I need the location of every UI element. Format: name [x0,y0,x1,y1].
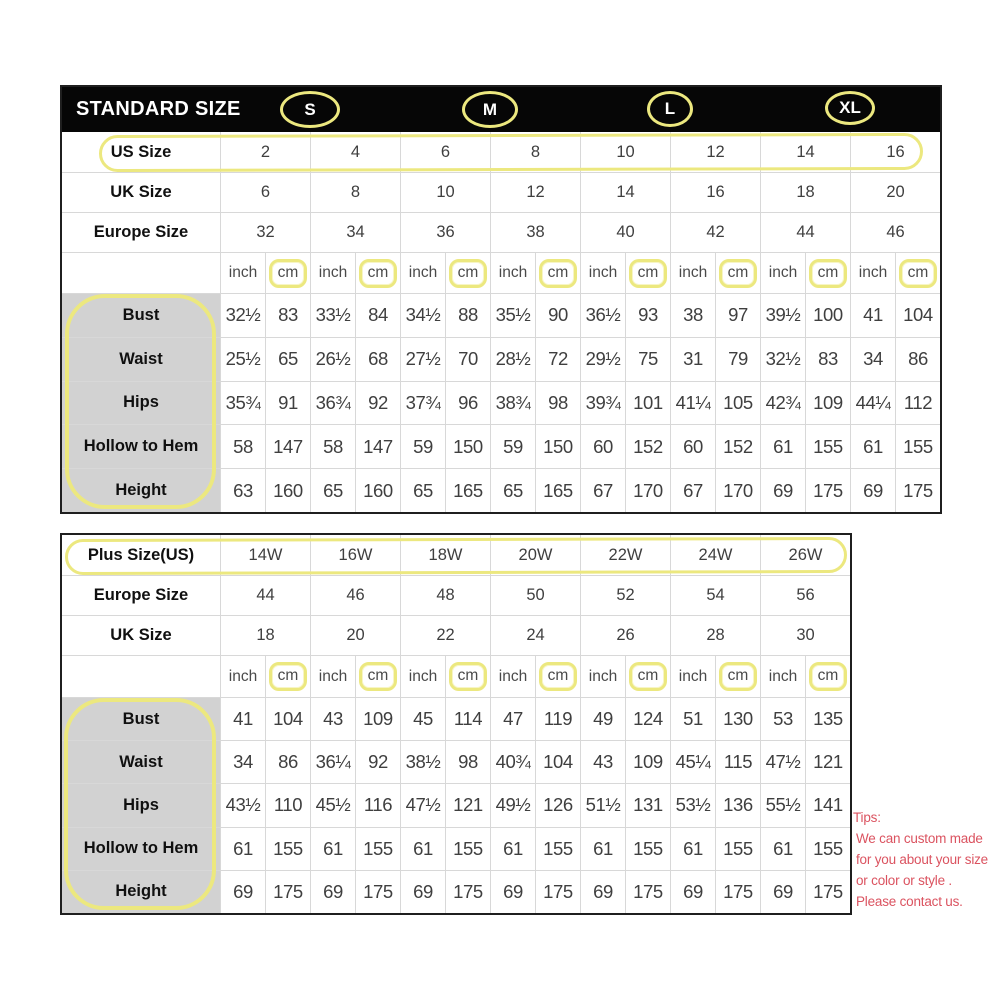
measurement-value-cell: 69 [400,871,445,913]
size-value-cell: 12 [670,132,760,172]
row-label-us-size: US Size [110,142,172,161]
size-value-cell: 44 [220,576,310,615]
measurement-value-cell: 155 [895,425,940,468]
measurement-value-cell: 55½ [760,784,805,826]
measurement-value-cell: 105 [715,382,760,425]
standard-size-title: STANDARD SIZE [76,98,241,120]
cm-highlight-box: cm [449,662,488,691]
measurement-value-cell: 91 [265,382,310,425]
measurement-value-cell: 126 [535,784,580,826]
inch-unit-cell: inch [490,656,535,697]
measurement-value-cell: 61 [760,425,805,468]
size-value-cell: 14W [220,535,310,575]
size-value-cell: 36 [400,213,490,252]
size-value-cell: 42 [670,213,760,252]
measurement-value-cell: 119 [535,698,580,740]
cm-unit-cell [895,253,940,293]
measurement-value-cell: 45 [400,698,445,740]
inch-unit-cell: inch [670,253,715,293]
unit-row-spacer [62,656,220,697]
measurement-value-cell: 135 [805,698,850,740]
size-value-cell: 8 [490,132,580,172]
tips-heading: Tips: [853,810,881,825]
size-value-cell: 6 [220,173,310,212]
row-label-bust: Bust [62,294,220,337]
row-label-hips: Hips [62,382,220,425]
measurement-value-cell: 58 [310,425,355,468]
measurement-value-cell: 32½ [760,338,805,381]
measurement-value-cell: 43½ [220,784,265,826]
measurement-value-cell: 121 [445,784,490,826]
size-row-europe-size [62,575,850,615]
size-value-cell: 22W [580,535,670,575]
measurement-value-cell: 175 [445,871,490,913]
size-l-circle-annotation [647,91,693,127]
measurement-value-cell: 97 [715,294,760,337]
measurement-value-cell: 86 [895,338,940,381]
size-value-cell: 46 [850,213,940,252]
measurement-value-cell: 175 [265,871,310,913]
measurement-value-cell: 61 [310,828,355,870]
measurement-value-cell: 152 [625,425,670,468]
size-value-cell: 2 [220,132,310,172]
size-value-cell: 8 [310,173,400,212]
measurement-value-cell: 67 [580,469,625,512]
size-value-cell: 26 [580,616,670,655]
measurement-value-cell: 83 [805,338,850,381]
measurement-value-cell: 175 [355,871,400,913]
size-value-cell: 24 [490,616,580,655]
measurement-value-cell: 65 [310,469,355,512]
measurement-value-cell: 69 [760,469,805,512]
inch-unit-cell: inch [310,253,355,293]
measurement-value-cell: 136 [715,784,760,826]
measurement-value-cell: 112 [895,382,940,425]
measurement-value-cell: 175 [535,871,580,913]
measurement-value-cell: 68 [355,338,400,381]
measurement-value-cell: 152 [715,425,760,468]
measurement-value-cell: 155 [715,828,760,870]
measurement-value-cell: 93 [625,294,670,337]
inch-unit-cell: inch [580,656,625,697]
inch-unit-cell: inch [670,656,715,697]
cm-unit-cell [535,656,580,697]
measurement-value-cell: 170 [625,469,670,512]
measurement-value-cell: 155 [265,828,310,870]
measurement-value-cell: 38 [670,294,715,337]
row-label-waist: Waist [62,741,220,783]
measurement-value-cell: 83 [265,294,310,337]
plus-table-body [62,535,850,913]
size-value-cell: 20 [850,173,940,212]
tips-line: for you about your size [856,852,988,867]
measurement-value-cell: 116 [355,784,400,826]
plus-size-table [60,533,852,915]
measurement-value-cell: 175 [715,871,760,913]
measurement-value-cell: 175 [895,469,940,512]
size-value-cell: 24W [670,535,760,575]
measurement-value-cell: 104 [265,698,310,740]
cm-highlight-box: cm [629,662,668,691]
measurement-value-cell: 53½ [670,784,715,826]
inch-unit-cell: inch [400,656,445,697]
measurement-value-cell: 104 [895,294,940,337]
measurement-value-cell: 44¼ [850,382,895,425]
measurement-value-cell: 155 [805,425,850,468]
standard-size-table [60,85,942,514]
size-value-cell: 10 [580,132,670,172]
measurement-value-cell: 34 [850,338,895,381]
size-m-circle-annotation [462,91,518,128]
inch-unit-cell: inch [490,253,535,293]
measurement-value-cell: 72 [535,338,580,381]
measurement-value-cell: 36¾ [310,382,355,425]
measurement-value-cell: 114 [445,698,490,740]
measurement-value-cell: 41 [220,698,265,740]
cm-unit-cell [625,253,670,293]
measurement-value-cell: 155 [805,828,850,870]
measurement-row-bust [62,697,850,740]
measurement-value-cell: 69 [580,871,625,913]
measurement-value-cell: 61 [580,828,625,870]
cm-highlight-box: cm [719,259,758,288]
inch-unit-cell: inch [760,253,805,293]
measurement-value-cell: 141 [805,784,850,826]
measurement-value-cell: 26½ [310,338,355,381]
measurement-value-cell: 49½ [490,784,535,826]
size-s-circle-annotation [280,91,340,128]
row-label-bust: Bust [62,698,220,740]
measurement-value-cell: 69 [490,871,535,913]
measurement-value-cell: 34½ [400,294,445,337]
size-row-uk-size [62,172,940,212]
cm-highlight-box: cm [899,259,938,288]
measurement-row-bust [62,293,940,337]
size-row-europe-size [62,212,940,252]
measurement-value-cell: 61 [220,828,265,870]
size-value-cell: 44 [760,213,850,252]
measurement-value-cell: 69 [670,871,715,913]
measurement-value-cell: 160 [265,469,310,512]
cm-unit-cell [535,253,580,293]
size-value-cell: 16 [670,173,760,212]
measurement-value-cell: 79 [715,338,760,381]
measurement-row-waist [62,337,940,381]
cm-highlight-box: cm [629,259,668,288]
inch-unit-cell: inch [850,253,895,293]
cm-unit-cell [265,656,310,697]
measurement-value-cell: 147 [265,425,310,468]
cm-unit-cell [445,253,490,293]
cm-highlight-box: cm [809,259,848,288]
measurement-value-cell: 101 [625,382,670,425]
standard-table-body [62,132,940,512]
cm-unit-cell [445,656,490,697]
tips-line: We can custom made [856,831,983,846]
measurement-value-cell: 109 [355,698,400,740]
tips-line: Please contact us. [856,894,963,909]
measurement-value-cell: 45½ [310,784,355,826]
measurement-value-cell: 165 [535,469,580,512]
measurement-value-cell: 109 [625,741,670,783]
unit-row-spacer [62,253,220,293]
size-s-label: S [304,99,316,119]
measurement-value-cell: 51 [670,698,715,740]
measurement-value-cell: 109 [805,382,850,425]
cm-unit-cell [805,253,850,293]
measurement-value-cell: 43 [310,698,355,740]
inch-unit-cell: inch [580,253,625,293]
measurement-value-cell: 51½ [580,784,625,826]
measurement-value-cell: 59 [400,425,445,468]
cm-highlight-box: cm [539,259,578,288]
measurement-value-cell: 60 [580,425,625,468]
size-value-cell: 50 [490,576,580,615]
measurement-value-cell: 37¾ [400,382,445,425]
measurement-value-cell: 59 [490,425,535,468]
measurement-value-cell: 69 [310,871,355,913]
measurement-value-cell: 32½ [220,294,265,337]
measurement-value-cell: 147 [355,425,400,468]
size-value-cell: 18W [400,535,490,575]
measurement-row-hips [62,381,940,425]
measurement-value-cell: 34 [220,741,265,783]
size-value-cell: 18 [760,173,850,212]
row-label-uk-size: UK Size [110,183,172,201]
measurement-value-cell: 115 [715,741,760,783]
measurement-row-hips [62,783,850,826]
measurement-value-cell: 39¾ [580,382,625,425]
measurement-value-cell: 38½ [400,741,445,783]
unit-header-row [62,655,850,697]
cm-highlight-box: cm [719,662,758,691]
cm-unit-cell [715,253,760,293]
measurement-value-cell: 53 [760,698,805,740]
measurement-value-cell: 36½ [580,294,625,337]
size-value-cell: 16 [850,132,940,172]
measurement-value-cell: 47 [490,698,535,740]
measurement-value-cell: 27½ [400,338,445,381]
row-label-europe-size: Europe Size [93,223,189,241]
row-label-height: Height [62,871,220,913]
measurement-value-cell: 42¾ [760,382,805,425]
cm-highlight-box: cm [539,662,578,691]
measurement-value-cell: 175 [625,871,670,913]
measurement-value-cell: 65 [265,338,310,381]
measurement-value-cell: 60 [670,425,715,468]
inch-unit-cell: inch [220,253,265,293]
measurement-value-cell: 58 [220,425,265,468]
size-value-cell: 34 [310,213,400,252]
measurement-value-cell: 155 [625,828,670,870]
size-value-cell: 26W [760,535,850,575]
measurement-value-cell: 92 [355,741,400,783]
measurement-value-cell: 155 [355,828,400,870]
measurement-value-cell: 41 [850,294,895,337]
cm-unit-cell [355,656,400,697]
measurement-value-cell: 100 [805,294,850,337]
size-row-plus-size-us [62,535,850,575]
size-l-label: L [664,99,676,118]
size-value-cell: 52 [580,576,670,615]
row-label-europe-size: Europe Size [93,586,189,604]
measurement-value-cell: 38¾ [490,382,535,425]
measurement-value-cell: 86 [265,741,310,783]
measurement-row-hollow-to-hem [62,827,850,870]
measurement-value-cell: 84 [355,294,400,337]
measurement-value-cell: 47½ [400,784,445,826]
standard-table-header-bar [62,87,940,132]
measurement-value-cell: 75 [625,338,670,381]
measurement-value-cell: 43 [580,741,625,783]
cm-highlight-box: cm [269,662,308,691]
row-label-plus-size-us: Plus Size(US) [87,545,195,564]
measurement-value-cell: 36¼ [310,741,355,783]
measurement-value-cell: 175 [805,469,850,512]
measurement-value-cell: 110 [265,784,310,826]
row-label-hollow-to-hem: Hollow to Hem [62,828,220,870]
measurement-value-cell: 65 [490,469,535,512]
size-xl-circle-annotation [825,91,875,125]
measurement-value-cell: 61 [850,425,895,468]
measurement-value-cell: 69 [850,469,895,512]
measurement-value-cell: 45¼ [670,741,715,783]
measurement-value-cell: 124 [625,698,670,740]
size-value-cell: 18 [220,616,310,655]
measurement-value-cell: 33½ [310,294,355,337]
inch-unit-cell: inch [220,656,265,697]
cm-unit-cell [625,656,670,697]
measurement-value-cell: 90 [535,294,580,337]
row-label-uk-size: UK Size [110,626,172,644]
size-value-cell: 12 [490,173,580,212]
cm-unit-cell [715,656,760,697]
measurement-value-cell: 121 [805,741,850,783]
size-value-cell: 30 [760,616,850,655]
size-value-cell: 32 [220,213,310,252]
size-value-cell: 10 [400,173,490,212]
measurement-value-cell: 69 [220,871,265,913]
size-m-label: M [482,99,498,119]
measurement-value-cell: 61 [760,828,805,870]
measurement-value-cell: 96 [445,382,490,425]
measurement-value-cell: 175 [805,871,850,913]
size-value-cell: 46 [310,576,400,615]
measurement-value-cell: 28½ [490,338,535,381]
measurement-value-cell: 40¾ [490,741,535,783]
measurement-value-cell: 130 [715,698,760,740]
size-value-cell: 38 [490,213,580,252]
measurement-value-cell: 98 [535,382,580,425]
measurement-value-cell: 160 [355,469,400,512]
measurement-value-cell: 35½ [490,294,535,337]
measurement-value-cell: 155 [445,828,490,870]
size-xl-label: XL [839,98,861,117]
measurement-value-cell: 61 [670,828,715,870]
inch-unit-cell: inch [760,656,805,697]
cm-unit-cell [265,253,310,293]
measurement-value-cell: 150 [535,425,580,468]
size-value-cell: 6 [400,132,490,172]
size-value-cell: 20 [310,616,400,655]
inch-unit-cell: inch [310,656,355,697]
measurement-value-cell: 63 [220,469,265,512]
row-label-hollow-to-hem: Hollow to Hem [62,425,220,468]
measurement-value-cell: 70 [445,338,490,381]
cm-highlight-box: cm [449,259,488,288]
cm-highlight-box: cm [269,259,308,288]
tips-line: or color or style . [856,873,952,888]
size-value-cell: 22 [400,616,490,655]
size-value-cell: 40 [580,213,670,252]
measurement-value-cell: 31 [670,338,715,381]
row-label-height: Height [62,469,220,512]
measurement-value-cell: 92 [355,382,400,425]
cm-unit-cell [805,656,850,697]
size-value-cell: 48 [400,576,490,615]
unit-header-row [62,252,940,293]
size-value-cell: 20W [490,535,580,575]
measurement-value-cell: 39½ [760,294,805,337]
measurement-value-cell: 29½ [580,338,625,381]
tips-note [853,807,999,912]
row-label-hips: Hips [62,784,220,826]
cm-highlight-box: cm [809,662,848,691]
measurement-value-cell: 61 [400,828,445,870]
measurement-value-cell: 61 [490,828,535,870]
size-value-cell: 14 [760,132,850,172]
size-value-cell: 4 [310,132,400,172]
cm-highlight-box: cm [359,662,398,691]
inch-unit-cell: inch [400,253,445,293]
measurement-value-cell: 65 [400,469,445,512]
measurement-value-cell: 35¾ [220,382,265,425]
size-row-us-size [62,132,940,172]
measurement-row-hollow-to-hem [62,424,940,468]
measurement-value-cell: 150 [445,425,490,468]
measurement-value-cell: 170 [715,469,760,512]
measurement-value-cell: 88 [445,294,490,337]
measurement-value-cell: 155 [535,828,580,870]
size-row-uk-size [62,615,850,655]
measurement-row-height [62,870,850,913]
size-value-cell: 56 [760,576,850,615]
measurement-value-cell: 41¼ [670,382,715,425]
row-label-waist: Waist [62,338,220,381]
measurement-value-cell: 131 [625,784,670,826]
size-value-cell: 14 [580,173,670,212]
cm-highlight-box: cm [359,259,398,288]
measurement-value-cell: 165 [445,469,490,512]
measurement-row-waist [62,740,850,783]
size-value-cell: 54 [670,576,760,615]
measurement-row-height [62,468,940,512]
measurement-value-cell: 104 [535,741,580,783]
measurement-value-cell: 69 [760,871,805,913]
measurement-value-cell: 25½ [220,338,265,381]
measurement-value-cell: 49 [580,698,625,740]
measurement-value-cell: 47½ [760,741,805,783]
cm-unit-cell [355,253,400,293]
measurement-value-cell: 98 [445,741,490,783]
size-value-cell: 16W [310,535,400,575]
size-value-cell: 28 [670,616,760,655]
measurement-value-cell: 67 [670,469,715,512]
